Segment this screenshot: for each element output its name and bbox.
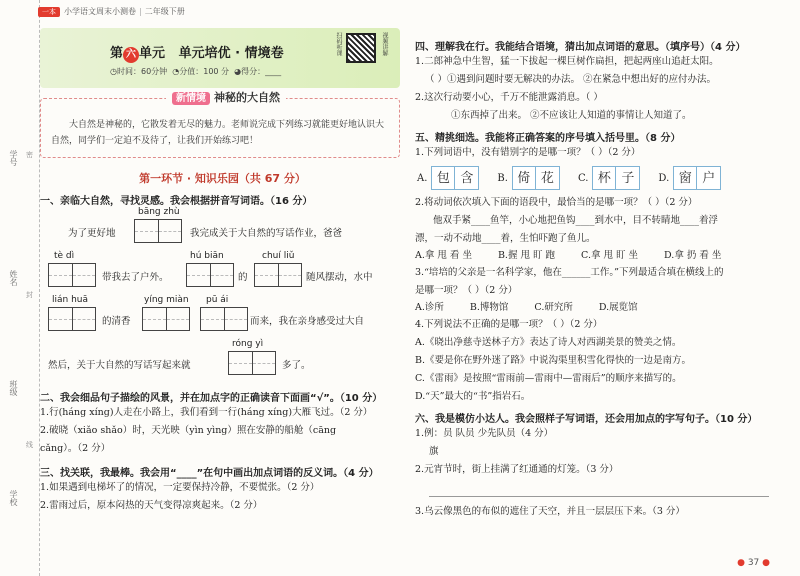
question-line: 2.雷雨过后，原本闷热的天气变得凉爽起来。（2 分） [40, 500, 263, 511]
pinyin: bāng zhù [138, 207, 180, 217]
scenario-pill: 新情境 [172, 92, 210, 105]
answer-grid[interactable] [134, 219, 182, 243]
school-label: 学校 [9, 490, 18, 506]
score-icon: ◔ [172, 67, 180, 76]
sentence-text: 为了更好地 [68, 228, 116, 239]
question-line: 4.下列说法不正确的是哪一项？（ ）（2 分） [415, 319, 603, 330]
question-line: 3.乌云像黑色的布似的遮住了天空，并且一层层压下来。（3 分） [415, 506, 685, 517]
pinyin-row [40, 339, 405, 383]
option[interactable]: D.“天”最大的“书”指岩石。 [415, 391, 531, 402]
option-label: A. [417, 172, 428, 184]
char-options [417, 166, 785, 190]
option[interactable]: D.拿 扔 看 坐 [664, 250, 722, 261]
option[interactable]: C.《雷雨》是按照“雷雨前—雷雨中—雷雨后”的顺序来描写的。 [415, 373, 682, 384]
option-b[interactable]: 倚 花 [512, 166, 560, 190]
options-row [415, 300, 785, 316]
sentence-text: 的清香 [102, 316, 131, 327]
name-label: 姓名 [9, 270, 18, 286]
answer-grid[interactable] [142, 307, 190, 331]
right-column [415, 34, 785, 521]
question-line: 2.破晓（xiǎo shǎo）时，天光映（yìn yìng）照在安静的船舱（cāng [40, 425, 337, 436]
brand-tag: 一本 [38, 7, 60, 17]
seal-mark: 线 [26, 441, 33, 449]
answer-grid[interactable] [48, 307, 96, 331]
class-label: 班级 [9, 380, 18, 396]
clock-icon: ◷ [110, 67, 117, 76]
option[interactable]: C.拿 甩 盯 坐 [581, 250, 639, 261]
pinyin: róng yì [232, 339, 264, 349]
answer-grid[interactable] [48, 263, 96, 287]
option[interactable]: C.研究所 [534, 302, 573, 313]
question-line: 2.这次行动要小心，千万不能泄露消息。（ ） [415, 92, 603, 103]
pinyin: chuí liǔ [262, 251, 295, 261]
page-header: 一本 小学语文周末小测卷 | 二年级下册 [38, 6, 398, 20]
question-line: 1.如果遇到电梯坏了的情况，一定要保持冷静，不要慌张。（2 分） [40, 482, 320, 493]
sentence-text: 多了。 [282, 360, 311, 371]
pinyin: hú biān [190, 251, 224, 261]
option-d[interactable]: 窗 户 [673, 166, 721, 190]
options-row [415, 248, 785, 264]
page-number: ● 37 ● [737, 558, 770, 568]
pinyin-row [40, 207, 405, 251]
option[interactable]: B.《要是你在野外迷了路》中说沟渠里积雪化得快的一边是南方。 [415, 355, 692, 366]
question-line: cǎng）。（2 分） [40, 443, 111, 454]
binding-strip [0, 0, 40, 576]
pinyin: pū ái [206, 295, 229, 305]
scenario-box [40, 91, 400, 158]
scenario-title: 新情境 神秘的大自然 [166, 90, 286, 107]
option[interactable]: A.拿 甩 看 坐 [415, 250, 472, 261]
sentence-text: 的 [238, 272, 248, 283]
answer-grid[interactable] [200, 307, 248, 331]
pinyin: lián huā [52, 295, 89, 305]
exam-meta: ◷时间：60分钟 ◔分值：100 分 ◕得分：____ [110, 67, 282, 76]
seal-mark: 封 [26, 291, 33, 299]
answer-grid[interactable] [186, 263, 234, 287]
unit-number: 六 [123, 47, 139, 63]
pinyin: tè dì [54, 251, 75, 261]
answer-grid[interactable] [228, 351, 276, 375]
student-id-label: 学号 [9, 150, 18, 166]
qr-caption: 扫码听课 [335, 32, 342, 56]
section-heading: 第一环节 · 知识乐园（共 67 分） [139, 172, 306, 185]
option[interactable]: D.展览馆 [598, 302, 638, 313]
answer-grid[interactable] [254, 263, 302, 287]
question-4-title: 四、理解我在行。我能结合语境，猜出加点词语的意思。（填序号）（4 分） [415, 42, 746, 53]
option-c[interactable]: 杯 子 [592, 166, 640, 190]
unit-title: 第 六 单元 单元培优 · 情境卷 [110, 46, 284, 61]
option-label: D. [658, 172, 670, 184]
option-a[interactable]: 包 含 [431, 166, 479, 190]
qr-caption: 视频讲解 [381, 32, 388, 56]
question-2-title: 二、我会细品句子描绘的风景，并在加点字的正确读音下面画“√”。（10 分） [40, 393, 383, 404]
question-line: （ ）①遇到问题时要无解决的办法。 ②在紧急中想出好的应付办法。 [425, 74, 717, 85]
scenario-text: 大自然是神秘的，它散发着无尽的魅力。老师说完成下列练习就能更好地认识大自然，同学们一定迫不及待了，让我们开始练习吧！ [51, 120, 385, 146]
pinyin-row [40, 251, 405, 295]
option[interactable]: B.握 甩 盯 跑 [497, 250, 556, 261]
option[interactable]: A.《晓出净慈寺送林子方》表达了诗人对西湖美景的赞美之情。 [415, 337, 682, 348]
sentence-text: 然后，关于大自然的写话写起来就 [48, 360, 191, 371]
question-line: 1.例：员 队员 少先队员（4 分） [415, 428, 554, 439]
answer-line[interactable] [429, 483, 769, 497]
grade-label: 二年级下册 [144, 7, 185, 16]
question-1-title: 一、亲临大自然，寻找灵感。我会根据拼音写词语。（16 分） [40, 196, 313, 207]
sentence-text: 随风摆动，水中 [306, 272, 373, 283]
question-6-title: 六、我是模仿小达人。我会照样子写词语，还会用加点的字写句子。（10 分） [415, 414, 758, 425]
question-line: 2.将动词依次填入下面的语段中，最恰当的是哪一项？（ ）（2 分） [415, 197, 698, 208]
question-line: 漂，一动不动地____着，生怕吓跑了鱼儿。 [415, 233, 596, 244]
seal-mark: 密 [26, 151, 33, 159]
option-label: B. [497, 172, 508, 184]
series-name: 小学语文周末小测卷 [64, 7, 136, 16]
sentence-text: 我完成关于大自然的写话作业，爸爸 [190, 228, 343, 239]
question-line: 1.二郎神急中生智，猛一下拔起一棵巨树作扁担，把起两座山追赶太阳。 [415, 56, 719, 67]
question-line: 是哪一项？（ ）（2 分） [415, 285, 518, 296]
option-label: C. [577, 172, 589, 184]
question-line: 旗 [429, 446, 439, 457]
pinyin-row [40, 295, 405, 339]
option[interactable]: A.诊所 [415, 302, 444, 313]
option[interactable]: B.博物馆 [469, 302, 509, 313]
question-line: 1.行(háng xíng)人走在小路上，我们看到一行(háng xíng)大雁飞过。（2 分） [40, 407, 373, 418]
sentence-text: 而来，我在亲身感受过大自 [250, 316, 365, 327]
question-line: 2.元宵节时，街上挂满了红通通的灯笼。（3 分） [415, 464, 619, 475]
left-column [40, 20, 405, 515]
sentence-text: 带我去了户外。 [102, 272, 169, 283]
question-line: 3.“培培的父亲是一名科学家，他在______工作。”下列最适合填在横线上的 [415, 267, 724, 278]
question-3-title: 三、找关联，我最棒。我会用“____”在句中画出加点词语的反义词。（4 分） [40, 468, 379, 479]
result-icon: ◕ [234, 67, 242, 76]
question-line: 1.下列词语中，没有错别字的是哪一项？（ ）（2 分） [415, 147, 641, 158]
question-5-title: 五、精挑细选。我能将正确答案的序号填入括号里。（8 分） [415, 133, 681, 144]
question-line: 他双手紧____鱼竿，小心地把鱼钩____到水中，目不转睛地____着浮 [433, 215, 719, 226]
question-line: ①东西掉了出来。 ②不应该让人知道的事情让人知道了。 [451, 110, 692, 121]
unit-banner [40, 28, 400, 88]
qr-code-icon[interactable] [346, 33, 376, 63]
pinyin: yíng miàn [144, 295, 189, 305]
